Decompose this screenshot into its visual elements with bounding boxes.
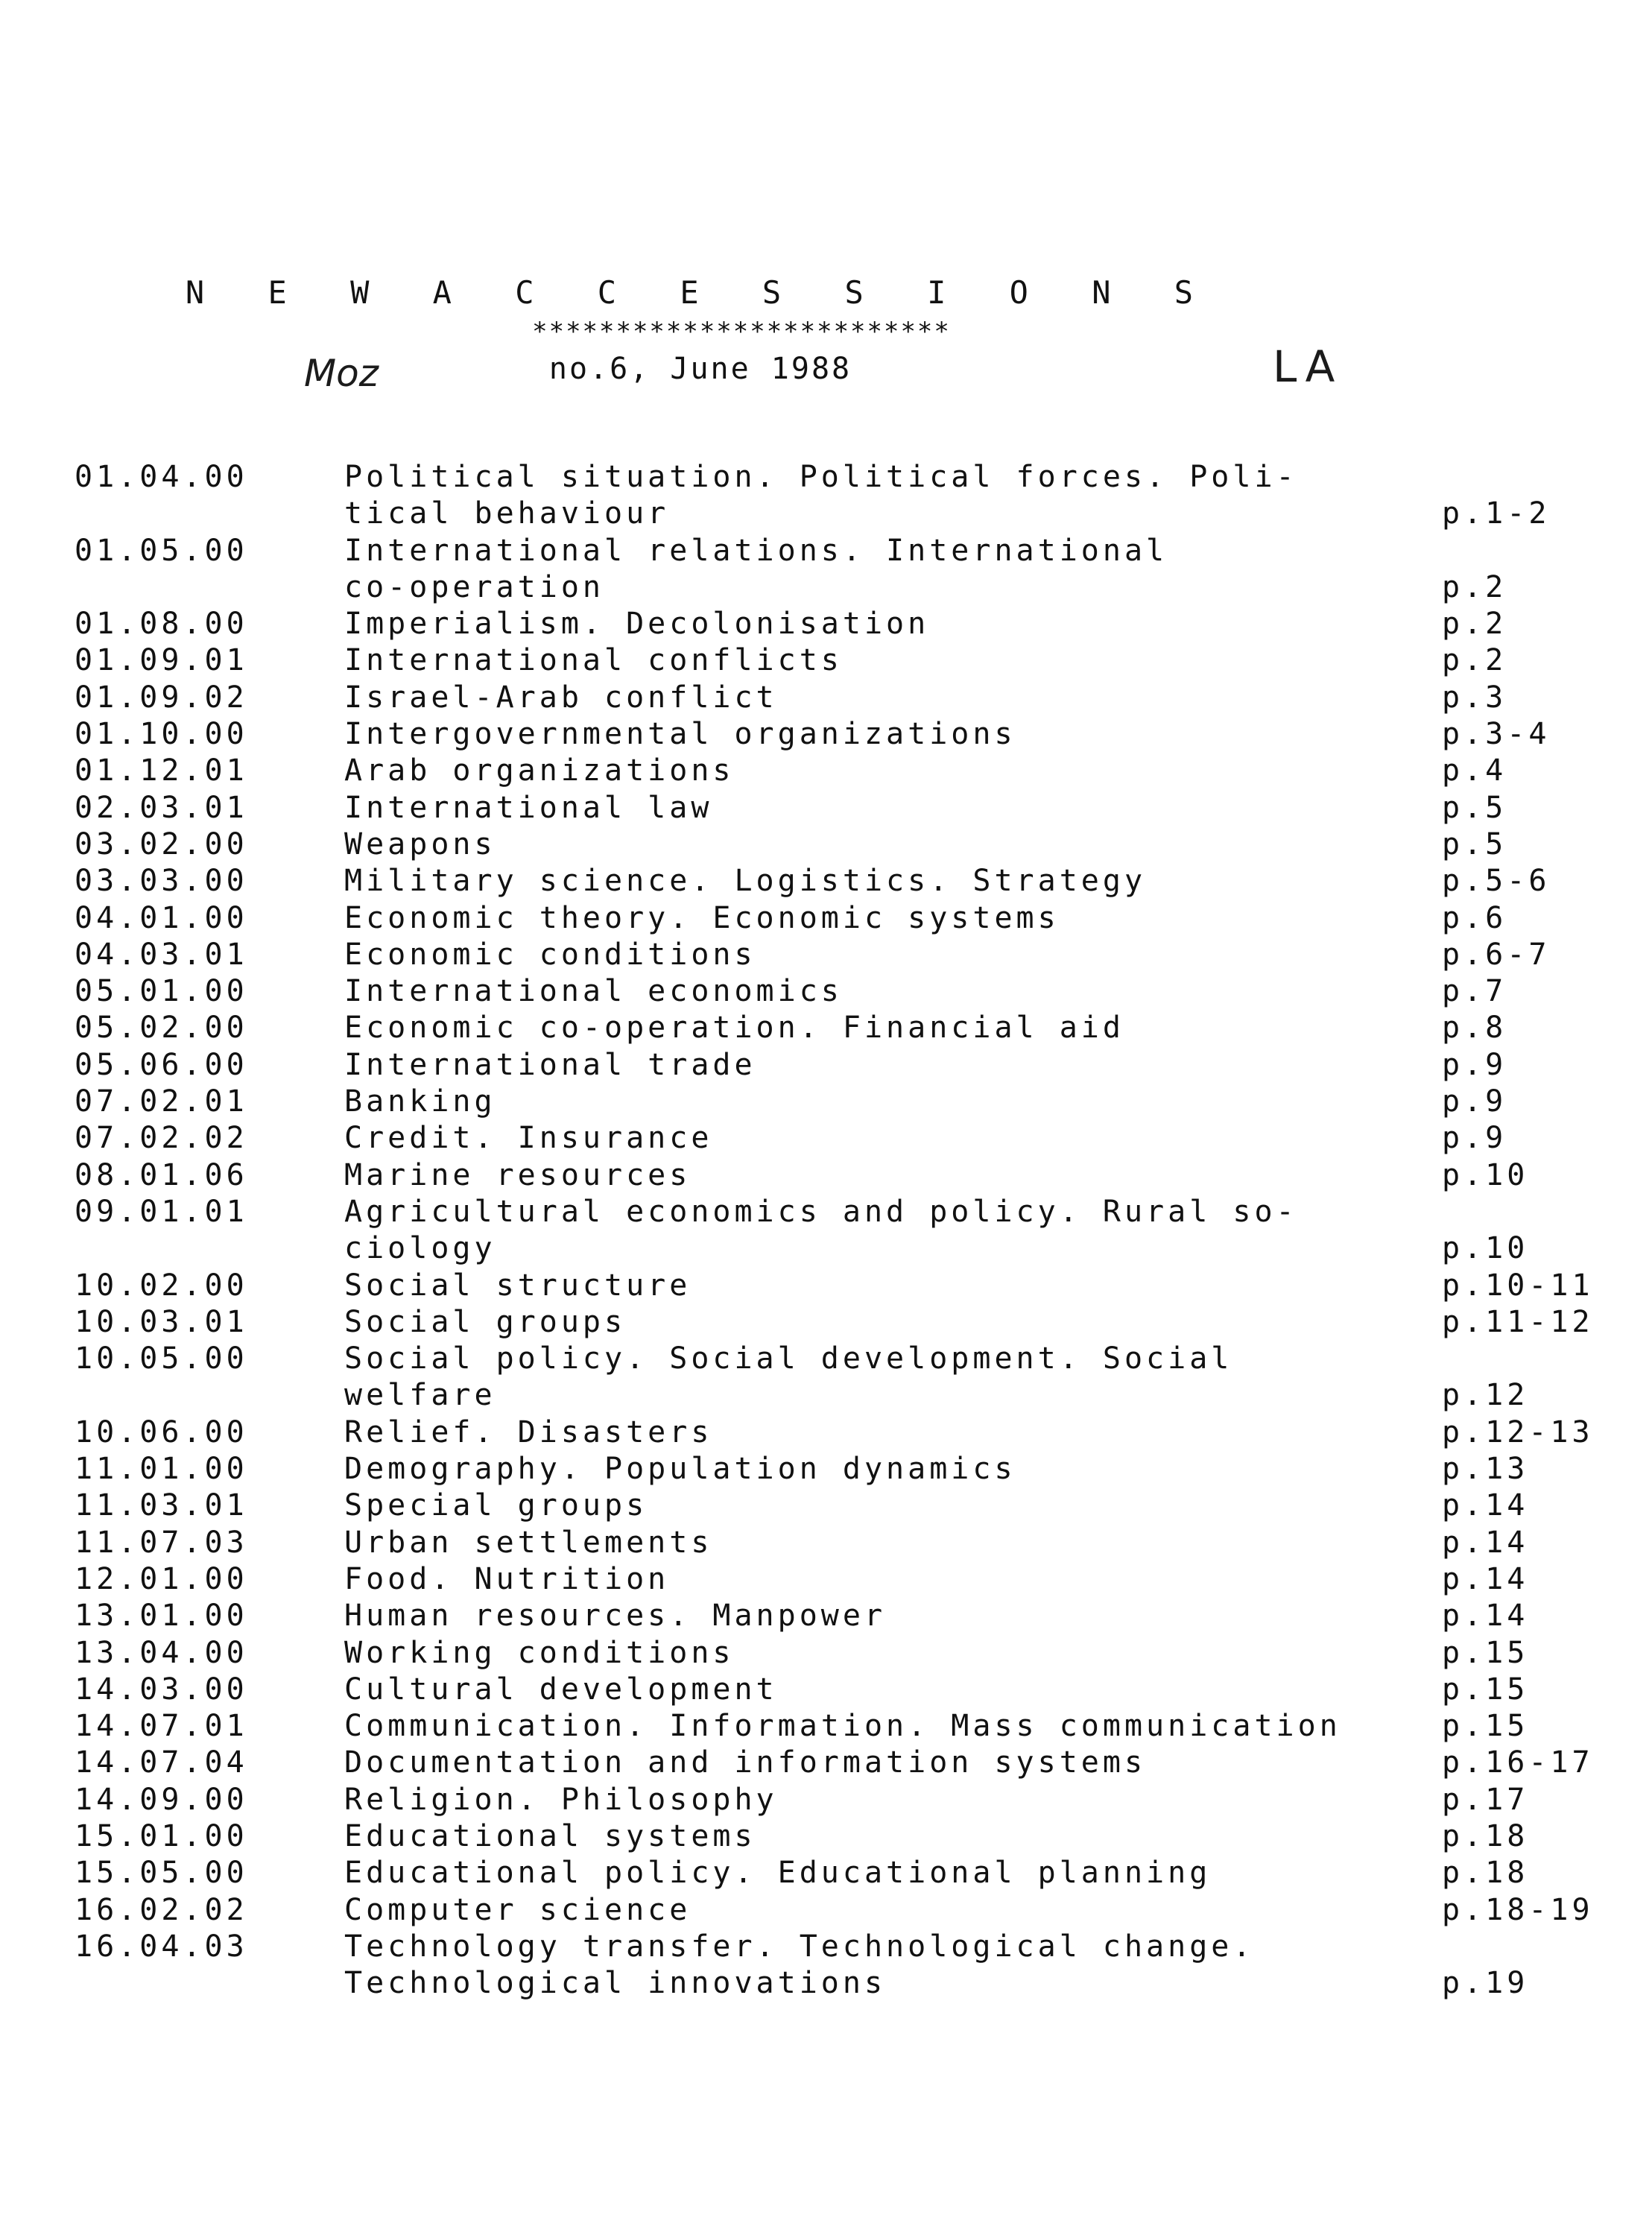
subject-line: Relief. Disasters <box>344 1414 713 1449</box>
subject-line: Credit. Insurance <box>344 1121 713 1156</box>
subject-heading <box>344 1635 1425 1672</box>
subject-line: Intergovernmental organizations <box>344 717 1016 752</box>
classification-code: 08.01.06 <box>75 1157 248 1192</box>
subject-heading <box>344 1561 1425 1598</box>
title-underline-stars: ************************* <box>532 317 951 347</box>
subject-heading <box>344 1672 1425 1708</box>
subject-heading <box>344 790 1425 826</box>
table-row <box>0 1561 1652 1598</box>
table-row <box>0 1414 1652 1451</box>
subject-line: Human resources. Manpower <box>344 1599 887 1634</box>
table-row <box>0 680 1652 716</box>
subject-line: Weapons <box>344 826 496 861</box>
subject-line: Educational policy. Educational planning <box>344 1856 1212 1891</box>
classification-code: 10.02.00 <box>75 1268 248 1303</box>
table-row <box>0 1598 1652 1634</box>
table-row <box>0 1268 1652 1304</box>
classification-code: 02.03.01 <box>75 790 248 825</box>
subject-heading <box>344 1708 1425 1745</box>
table-row <box>0 753 1652 789</box>
table-row <box>0 1782 1652 1818</box>
page-reference: p.6-7 <box>1442 937 1551 972</box>
classification-code: 14.03.00 <box>75 1672 248 1707</box>
classification-code: 16.02.02 <box>75 1892 248 1927</box>
subject-line: Economic theory. Economic systems <box>344 900 1060 935</box>
subject-heading <box>344 1010 1425 1046</box>
table-row <box>0 973 1652 1010</box>
page-reference: p.14 <box>1442 1561 1529 1596</box>
page-reference: p.9 <box>1442 1084 1507 1119</box>
page-reference: p.2 <box>1442 569 1507 604</box>
page-reference: p.18 <box>1442 1818 1529 1853</box>
page-reference: p.13 <box>1442 1452 1529 1487</box>
table-row <box>0 1304 1652 1341</box>
issue-label: no.6, June 1988 <box>548 352 852 386</box>
subject-heading <box>344 753 1425 789</box>
page-reference: p.10 <box>1442 1157 1529 1192</box>
subject-heading <box>344 1929 1425 2002</box>
subject-line: Imperialism. Decolonisation <box>344 607 930 642</box>
table-row <box>0 937 1652 973</box>
subject-line: Cultural development <box>344 1672 778 1707</box>
subject-heading <box>344 1120 1425 1157</box>
table-row <box>0 1745 1652 1781</box>
table-row <box>0 1451 1652 1488</box>
subject-heading <box>344 680 1425 716</box>
classification-code: 09.01.01 <box>75 1194 248 1229</box>
table-row <box>0 716 1652 753</box>
classification-code: 11.07.03 <box>75 1525 248 1560</box>
table-row <box>0 1084 1652 1120</box>
page-reference: p.9 <box>1442 1047 1507 1082</box>
subject-heading <box>344 1414 1425 1451</box>
classification-code: 01.04.00 <box>75 460 248 494</box>
page-reference: p.10-11 <box>1442 1268 1594 1303</box>
subject-heading <box>344 459 1425 533</box>
subject-line: International relations. International <box>344 533 1168 568</box>
page-reference: p.5 <box>1442 790 1507 825</box>
subject-heading <box>344 1451 1425 1488</box>
subject-heading <box>344 716 1425 753</box>
classification-code: 05.06.00 <box>75 1047 248 1082</box>
subject-line: Military science. Logistics. Strategy <box>344 864 1147 899</box>
page-reference: p.12 <box>1442 1378 1529 1413</box>
page-reference: p.3 <box>1442 680 1507 715</box>
page-reference: p.2 <box>1442 643 1507 678</box>
subject-line: co-operation <box>344 569 604 604</box>
table-row <box>0 642 1652 679</box>
subject-line: Communication. Information. Mass communication <box>344 1709 1341 1744</box>
page-reference: p.18-19 <box>1442 1892 1594 1927</box>
subject-line: International law <box>344 790 713 825</box>
page-reference: p.9 <box>1442 1121 1507 1156</box>
table-row <box>0 1047 1652 1084</box>
subject-heading <box>344 642 1425 679</box>
table-row <box>0 826 1652 863</box>
subject-heading <box>344 1782 1425 1818</box>
classification-code: 05.02.00 <box>75 1011 248 1046</box>
handwritten-note-left: Moz <box>304 352 379 395</box>
subject-line: Social groups <box>344 1304 627 1339</box>
classification-code: 13.01.00 <box>75 1599 248 1634</box>
classification-code: 01.09.01 <box>75 643 248 678</box>
table-row <box>0 1635 1652 1672</box>
page-reference: p.1-2 <box>1442 496 1551 531</box>
subject-heading <box>344 826 1425 863</box>
subject-line: International conflicts <box>344 643 843 678</box>
classification-code: 12.01.00 <box>75 1561 248 1596</box>
subject-heading <box>344 533 1425 607</box>
classification-code: 14.07.04 <box>75 1745 248 1780</box>
subject-line: Technology transfer. Technological change. <box>344 1929 1255 1964</box>
classification-code: 14.09.00 <box>75 1782 248 1817</box>
classification-code: 01.05.00 <box>75 533 248 568</box>
subject-heading <box>344 1194 1425 1268</box>
table-row <box>0 1672 1652 1708</box>
subject-line: tical behaviour <box>344 496 670 531</box>
classification-code: 11.03.01 <box>75 1488 248 1523</box>
subject-line: Israel-Arab conflict <box>344 680 778 715</box>
classification-code: 07.02.02 <box>75 1121 248 1156</box>
subject-line: Demography. Population dynamics <box>344 1452 1016 1487</box>
page-reference: p.15 <box>1442 1672 1529 1707</box>
table-row <box>0 1488 1652 1524</box>
table-row <box>0 1892 1652 1929</box>
subject-heading <box>344 900 1425 937</box>
subject-line: Working conditions <box>344 1635 735 1670</box>
subject-heading <box>344 1268 1425 1304</box>
subject-heading <box>344 1157 1425 1194</box>
page-reference: p.15 <box>1442 1709 1529 1744</box>
subject-line: Documentation and information systems <box>344 1745 1147 1780</box>
subject-heading <box>344 1084 1425 1120</box>
subject-line: Economic conditions <box>344 937 756 972</box>
page-reference: p.14 <box>1442 1525 1529 1560</box>
page-reference: p.14 <box>1442 1488 1529 1523</box>
subject-heading <box>344 1745 1425 1781</box>
table-row <box>0 863 1652 900</box>
subject-line: International economics <box>344 974 843 1009</box>
table-row <box>0 1929 1652 2002</box>
subject-heading <box>344 1855 1425 1891</box>
classification-code: 03.03.00 <box>75 864 248 899</box>
classification-code: 07.02.01 <box>75 1084 248 1119</box>
classification-code: 10.03.01 <box>75 1304 248 1339</box>
subject-heading <box>344 937 1425 973</box>
page-reference: p.7 <box>1442 974 1507 1009</box>
page-reference: p.17 <box>1442 1782 1529 1817</box>
subject-line: Political situation. Political forces. Poli- <box>344 460 1298 494</box>
page-reference: p.18 <box>1442 1856 1529 1891</box>
subject-heading <box>344 863 1425 900</box>
classification-code: 03.02.00 <box>75 826 248 861</box>
subject-line: Social structure <box>344 1268 692 1303</box>
page-reference: p.5-6 <box>1442 864 1551 899</box>
page-reference: p.3-4 <box>1442 717 1551 752</box>
classification-code: 10.06.00 <box>75 1414 248 1449</box>
subject-heading <box>344 1525 1425 1561</box>
classification-code: 01.10.00 <box>75 717 248 752</box>
subject-heading <box>344 1892 1425 1929</box>
classification-code: 13.04.00 <box>75 1635 248 1670</box>
subject-line: welfare <box>344 1378 496 1413</box>
classification-code: 16.04.03 <box>75 1929 248 1964</box>
page-reference: p.5 <box>1442 826 1507 861</box>
subject-line: Marine resources <box>344 1157 692 1192</box>
subject-line: Educational systems <box>344 1818 756 1853</box>
table-row <box>0 1708 1652 1745</box>
subject-line: Computer science <box>344 1892 692 1927</box>
page-reference: p.12-13 <box>1442 1414 1594 1449</box>
subject-heading <box>344 1304 1425 1341</box>
subject-line: Economic co-operation. Financial aid <box>344 1011 1124 1046</box>
table-row <box>0 790 1652 826</box>
table-row <box>0 459 1652 533</box>
table-row <box>0 606 1652 642</box>
classification-code: 15.05.00 <box>75 1856 248 1891</box>
page-reference: p.14 <box>1442 1599 1529 1634</box>
table-row <box>0 1157 1652 1194</box>
page-reference: p.11-12 <box>1442 1304 1594 1339</box>
subject-line: Arab organizations <box>344 753 735 788</box>
classification-code: 15.01.00 <box>75 1818 248 1853</box>
subject-line: ciology <box>344 1231 496 1266</box>
subject-line: Banking <box>344 1084 496 1119</box>
subject-heading <box>344 1341 1425 1414</box>
page-reference: p.6 <box>1442 900 1507 935</box>
classification-code: 01.08.00 <box>75 607 248 642</box>
classification-code: 10.05.00 <box>75 1341 248 1376</box>
page-reference: p.19 <box>1442 1966 1529 2001</box>
table-row <box>0 533 1652 607</box>
subject-line: Religion. Philosophy <box>344 1782 778 1817</box>
classification-code: 11.01.00 <box>75 1452 248 1487</box>
classification-code: 01.09.02 <box>75 680 248 715</box>
classification-code: 14.07.01 <box>75 1709 248 1744</box>
page-reference: p.4 <box>1442 753 1507 788</box>
subject-line: Food. Nutrition <box>344 1561 670 1596</box>
classification-code: 04.03.01 <box>75 937 248 972</box>
classification-code: 05.01.00 <box>75 974 248 1009</box>
subject-line: Special groups <box>344 1488 648 1523</box>
page-reference: p.8 <box>1442 1011 1507 1046</box>
page-reference: p.15 <box>1442 1635 1529 1670</box>
page-reference: p.2 <box>1442 607 1507 642</box>
table-row <box>0 900 1652 937</box>
page-reference: p.10 <box>1442 1231 1529 1266</box>
subject-line: Agricultural economics and policy. Rural so- <box>344 1194 1298 1229</box>
subject-heading <box>344 606 1425 642</box>
table-row <box>0 1120 1652 1157</box>
subject-heading <box>344 1488 1425 1524</box>
table-row <box>0 1525 1652 1561</box>
classification-code: 04.01.00 <box>75 900 248 935</box>
handwritten-note-right: LA <box>1273 341 1343 392</box>
page-title: N E W A C C E S S I O N S <box>185 274 1216 311</box>
subject-line: Urban settlements <box>344 1525 713 1560</box>
table-row <box>0 1818 1652 1855</box>
subject-heading <box>344 1818 1425 1855</box>
subject-heading <box>344 1598 1425 1634</box>
contents-list <box>0 459 1652 2002</box>
page-reference: p.16-17 <box>1442 1745 1594 1780</box>
subject-heading <box>344 1047 1425 1084</box>
table-row <box>0 1855 1652 1891</box>
subject-heading <box>344 973 1425 1010</box>
subject-line: Technological innovations <box>344 1966 887 2001</box>
classification-code: 01.12.01 <box>75 753 248 788</box>
table-row <box>0 1341 1652 1414</box>
subject-line: International trade <box>344 1047 756 1082</box>
table-row <box>0 1010 1652 1046</box>
table-row <box>0 1194 1652 1268</box>
subject-line: Social policy. Social development. Social <box>344 1341 1233 1376</box>
